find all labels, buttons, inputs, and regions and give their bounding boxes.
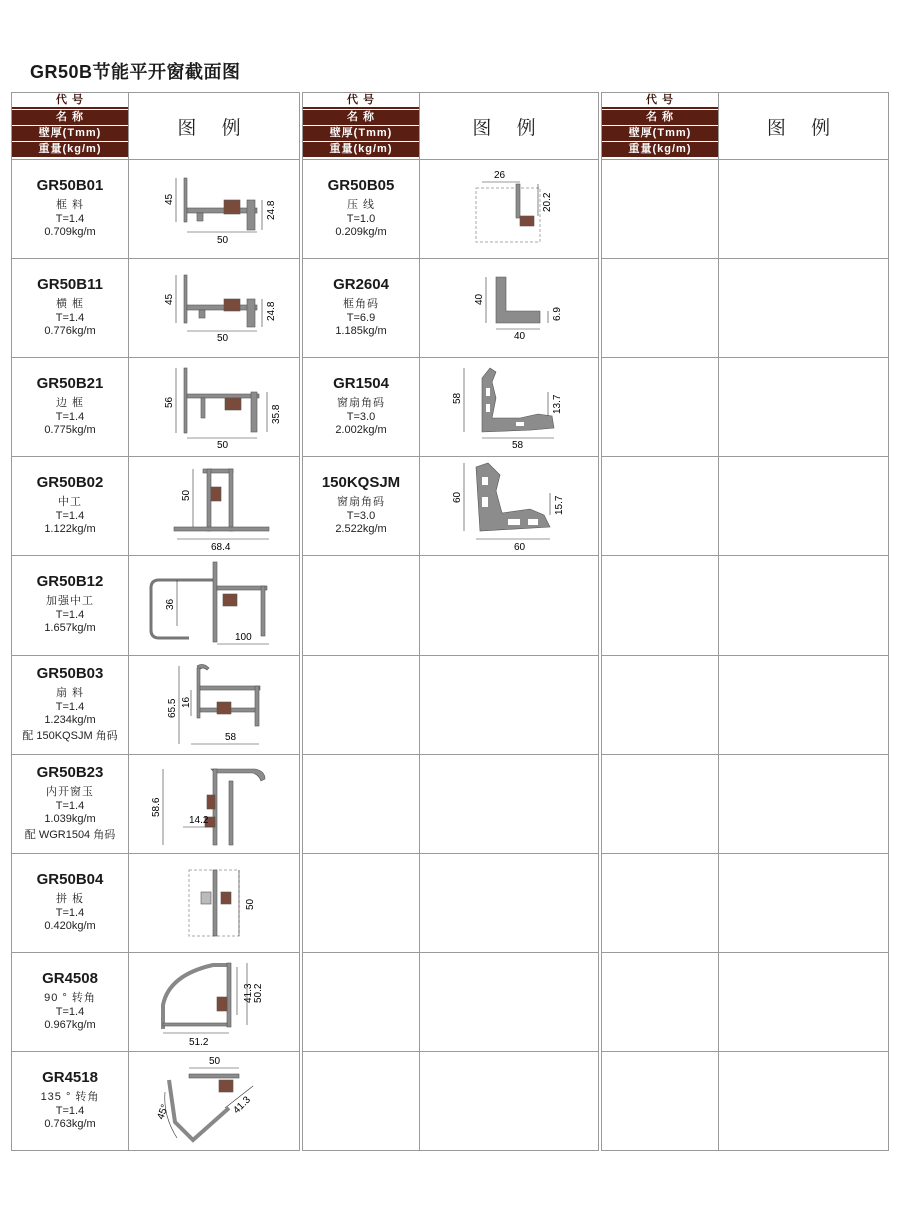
empty-cell: [602, 457, 719, 556]
profile-figure: [129, 854, 300, 953]
page-title: GR50B节能平开窗截面图: [30, 62, 241, 82]
profile-info: [12, 556, 129, 656]
profile-weight: 2.522kg/m: [335, 523, 387, 535]
table-row: [602, 556, 889, 656]
profile-name: 加强中工: [46, 595, 94, 607]
empty-cell: [602, 259, 719, 358]
profile-thickness: T=6.9: [346, 312, 376, 324]
empty-cell: [719, 259, 889, 358]
profile-info: [303, 259, 420, 358]
table-header-row: [602, 93, 889, 160]
empty-cell: [420, 1052, 599, 1151]
table-row: [602, 358, 889, 457]
dim-label: 50: [217, 235, 229, 246]
profile-info: [12, 358, 129, 457]
table-header-row: [12, 93, 300, 160]
profile-weight: 0.420kg/m: [44, 920, 96, 932]
table-row: [602, 656, 889, 755]
profile-thickness: T=1.4: [55, 213, 85, 225]
profile-info: [12, 1052, 129, 1151]
dim-label: 58: [512, 440, 524, 451]
profile-drawing: [420, 259, 598, 357]
profile-drawing: [129, 755, 299, 853]
profile-table-1: [11, 92, 300, 1151]
dim-label: 24.8: [266, 200, 277, 220]
profile-code: GR50B03: [36, 665, 104, 682]
dim-label: 50: [181, 489, 192, 501]
dim-label: 45°: [155, 1103, 171, 1122]
empty-cell: [420, 656, 599, 755]
table-row: [303, 556, 599, 656]
profile-info: [12, 160, 129, 259]
header-thickness: 壁厚(Tmm): [303, 126, 419, 141]
profile-drawing: [129, 259, 299, 357]
table-row: [12, 656, 300, 755]
empty-cell: [602, 953, 719, 1052]
table-row: [12, 755, 300, 854]
empty-cell: [602, 1052, 719, 1151]
table-row: [303, 358, 599, 457]
profile-figure: [129, 457, 300, 556]
table-row: [303, 457, 599, 556]
empty-cell: [303, 1052, 420, 1151]
dim-label: 50: [217, 440, 229, 451]
profile-weight: 1.039kg/m: [44, 813, 96, 825]
profile-figure: [129, 1052, 300, 1151]
empty-cell: [719, 755, 889, 854]
dim-label: 20.2: [542, 192, 553, 212]
profile-name: 边 框: [55, 397, 85, 409]
profile-figure: [420, 160, 599, 259]
profile-code: GR4518: [42, 1069, 98, 1086]
profile-figure: [420, 457, 599, 556]
empty-cell: [420, 854, 599, 953]
table-row: [602, 457, 889, 556]
profile-name: 窗扇角码: [337, 496, 385, 508]
profile-code: GR50B23: [36, 764, 104, 781]
profile-drawing: [129, 953, 299, 1051]
profile-code: 150KQSJM: [321, 474, 401, 491]
profile-note: 配 150KQSJM 角码: [22, 730, 118, 742]
dim-label: 60: [514, 542, 526, 553]
empty-cell: [719, 953, 889, 1052]
profile-drawing: [420, 457, 598, 555]
table-column-2: [302, 92, 599, 1151]
empty-cell: [420, 556, 599, 656]
profile-code: GR50B02: [36, 474, 104, 491]
profile-weight: 1.122kg/m: [44, 523, 96, 535]
dim-label: 65.5: [167, 698, 178, 718]
profile-info: [12, 854, 129, 953]
profile-name: 窗扇角码: [337, 397, 385, 409]
profile-thickness: T=3.0: [346, 411, 376, 423]
profile-figure: [129, 953, 300, 1052]
profile-thickness: T=1.4: [55, 701, 85, 713]
empty-cell: [303, 755, 420, 854]
dim-label: 50: [217, 333, 229, 344]
header-figure: 图 例: [129, 93, 300, 160]
empty-cell: [602, 854, 719, 953]
empty-cell: [719, 457, 889, 556]
profile-name: 扇 料: [55, 687, 85, 699]
profile-thickness: T=1.4: [55, 312, 85, 324]
table-row: [12, 358, 300, 457]
profile-weight: 0.209kg/m: [335, 226, 387, 238]
table-row: [12, 854, 300, 953]
profile-drawing: [129, 1052, 299, 1150]
profile-weight: 0.763kg/m: [44, 1118, 96, 1130]
header-labels: [12, 93, 129, 160]
header-name: 名 称: [303, 110, 419, 125]
profile-name: 135 ° 转角: [40, 1091, 100, 1103]
header-figure: 图 例: [719, 93, 889, 160]
profile-info: [303, 457, 420, 556]
profile-thickness: T=3.0: [346, 510, 376, 522]
empty-cell: [719, 854, 889, 953]
profile-figure: [129, 556, 300, 656]
profile-table-2: [302, 92, 599, 1151]
dim-label: 16: [181, 696, 192, 708]
profile-note: 配 WGR1504 角码: [24, 829, 116, 841]
profile-name: 中工: [58, 496, 82, 508]
header-weight: 重量(kg/m): [12, 142, 128, 157]
dim-label: 40: [474, 293, 485, 305]
profile-weight: 0.775kg/m: [44, 424, 96, 436]
empty-cell: [719, 160, 889, 259]
table-row: [303, 1052, 599, 1151]
profile-code: GR50B01: [36, 177, 104, 194]
dim-label: 68.4: [211, 542, 231, 553]
table-row: [303, 160, 599, 259]
profile-weight: 0.776kg/m: [44, 325, 96, 337]
dim-label: 50: [209, 1056, 221, 1067]
table-row: [12, 457, 300, 556]
table-row: [602, 854, 889, 953]
profile-drawing: [129, 160, 299, 258]
empty-cell: [719, 1052, 889, 1151]
empty-cell: [602, 556, 719, 656]
dim-label: 50: [245, 898, 256, 910]
header-name: 名 称: [602, 110, 718, 125]
empty-cell: [303, 854, 420, 953]
dim-label: 14.2: [189, 815, 209, 826]
dim-label: 100: [235, 632, 252, 643]
dim-label: 58: [452, 392, 463, 404]
profile-figure: [129, 755, 300, 854]
header-thickness: 壁厚(Tmm): [12, 126, 128, 141]
profile-thickness: T=1.4: [55, 609, 85, 621]
profile-thickness: T=1.4: [55, 510, 85, 522]
header-labels: [303, 93, 420, 160]
table-row: [12, 160, 300, 259]
profile-drawing: [129, 854, 299, 952]
dim-label: 41.3: [231, 1094, 253, 1117]
dim-label: 56: [164, 396, 175, 408]
profile-code: GR2604: [333, 276, 389, 293]
empty-cell: [420, 953, 599, 1052]
table-row: [602, 160, 889, 259]
profile-figure: [129, 259, 300, 358]
profile-name: 拼 板: [55, 893, 85, 905]
header-code: 代 号: [12, 94, 128, 109]
profile-name: 横 框: [55, 298, 85, 310]
profile-drawing: [420, 358, 598, 456]
table-column-1: [11, 92, 300, 1151]
profile-thickness: T=1.4: [55, 1105, 85, 1117]
dim-label: 58: [225, 732, 237, 743]
profile-code: GR50B21: [36, 375, 104, 392]
dim-label: 13.7: [552, 394, 563, 414]
dim-label: 58.6: [151, 797, 162, 817]
profile-code: GR50B05: [327, 177, 395, 194]
profile-weight: 0.967kg/m: [44, 1019, 96, 1031]
profile-info: [12, 953, 129, 1052]
profile-figure: [129, 358, 300, 457]
profile-weight: 1.185kg/m: [335, 325, 387, 337]
table-row: [303, 755, 599, 854]
header-weight: 重量(kg/m): [602, 142, 718, 157]
table-header-row: [303, 93, 599, 160]
profile-info: [12, 457, 129, 556]
profile-code: GR50B11: [37, 276, 103, 293]
profile-code: GR50B04: [36, 871, 104, 888]
dim-label: 6.9: [552, 307, 563, 321]
header-name: 名 称: [12, 110, 128, 125]
profile-drawing: [129, 457, 299, 555]
profile-info: [303, 358, 420, 457]
dim-label: 26: [494, 170, 506, 181]
empty-cell: [602, 755, 719, 854]
profile-figure: [420, 358, 599, 457]
profile-code: GR1504: [333, 375, 389, 392]
profile-info: [12, 656, 129, 755]
table-row: [303, 854, 599, 953]
dim-label: 15.7: [554, 495, 565, 515]
profile-drawing: [129, 656, 299, 754]
profile-weight: 1.657kg/m: [44, 622, 96, 634]
profile-name: 压 线: [346, 199, 376, 211]
table-row: [303, 259, 599, 358]
profile-weight: 0.709kg/m: [44, 226, 96, 238]
profile-info: [12, 755, 129, 854]
table-row: [602, 259, 889, 358]
header-labels: [602, 93, 719, 160]
table-column-3: [601, 92, 889, 1151]
empty-cell: [420, 755, 599, 854]
profile-thickness: T=1.0: [346, 213, 376, 225]
dim-label: 51.2: [189, 1037, 209, 1048]
profile-info: [303, 160, 420, 259]
profile-thickness: T=1.4: [55, 907, 85, 919]
profile-weight: 2.002kg/m: [335, 424, 387, 436]
empty-cell: [719, 656, 889, 755]
empty-cell: [303, 953, 420, 1052]
dim-label: 45: [164, 293, 175, 305]
table-row: [12, 556, 300, 656]
profile-figure: [129, 160, 300, 259]
header-weight: 重量(kg/m): [303, 142, 419, 157]
empty-cell: [602, 656, 719, 755]
dim-label: 60: [452, 491, 463, 503]
dim-label: 36: [165, 598, 176, 610]
empty-cell: [303, 556, 420, 656]
profile-drawing: [129, 556, 299, 654]
dim-label: 41.3: [243, 983, 254, 1003]
empty-cell: [303, 656, 420, 755]
table-row: [12, 259, 300, 358]
dim-label: 45: [164, 193, 175, 205]
table-row: [602, 755, 889, 854]
profile-name: 90 ° 转角: [44, 992, 96, 1004]
header-thickness: 壁厚(Tmm): [602, 126, 718, 141]
profile-figure: [129, 656, 300, 755]
empty-cell: [719, 358, 889, 457]
profile-name: 框 料: [55, 199, 85, 211]
profile-drawing: [129, 358, 299, 456]
profile-table-3: [601, 92, 889, 1151]
profile-weight: 1.234kg/m: [44, 714, 96, 726]
table-row: [12, 953, 300, 1052]
header-code: 代 号: [602, 94, 718, 109]
dim-label: 35.8: [271, 404, 282, 424]
header-code: 代 号: [303, 94, 419, 109]
profile-name: 框角码: [343, 298, 379, 310]
empty-cell: [719, 556, 889, 656]
table-row: [303, 656, 599, 755]
empty-cell: [602, 358, 719, 457]
dim-label: 40: [514, 331, 526, 342]
table-row: [602, 953, 889, 1052]
header-figure: 图 例: [420, 93, 599, 160]
table-row: [602, 1052, 889, 1151]
table-row: [303, 953, 599, 1052]
profile-thickness: T=1.4: [55, 1006, 85, 1018]
profile-name: 内开窗玉: [46, 786, 94, 798]
profile-figure: [420, 259, 599, 358]
profile-info: [12, 259, 129, 358]
dim-label: 50.2: [253, 983, 264, 1003]
profile-code: GR4508: [42, 970, 98, 987]
empty-cell: [602, 160, 719, 259]
profile-code: GR50B12: [36, 573, 104, 590]
profile-drawing: [420, 160, 598, 258]
dim-label: 24.8: [266, 301, 277, 321]
profile-thickness: T=1.4: [55, 800, 85, 812]
table-row: [12, 1052, 300, 1151]
profile-thickness: T=1.4: [55, 411, 85, 423]
